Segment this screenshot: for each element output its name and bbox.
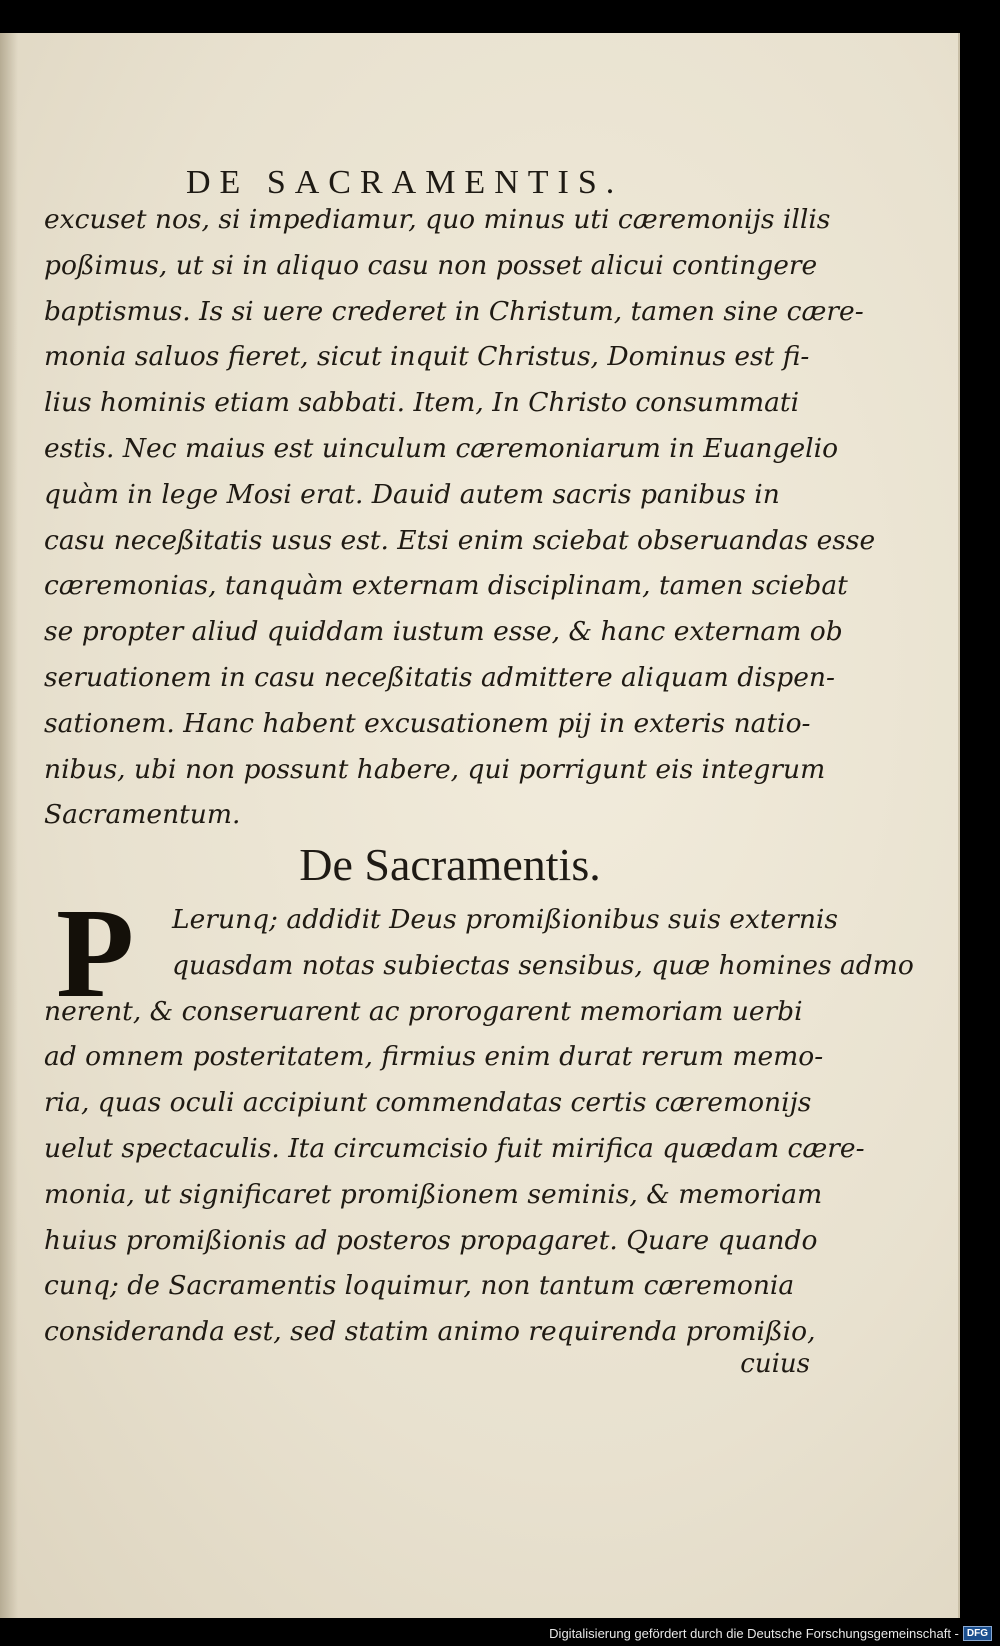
text-line: uelut spectaculis. Ita circumcisio fuit mirifica quædam cære- [44, 1132, 865, 1164]
running-head: DE SACRAMENTIS. [186, 164, 624, 201]
section-heading: De Sacramentis. [299, 839, 601, 890]
text-line: nerent, & conseruarent ac prorogarent memoriam uerbi [44, 995, 803, 1027]
text-line: Lerunq; addidit Deus promißionibus suis externis [172, 904, 838, 935]
text-line: casu neceßitatis usus est. Etsi enim sciebat obseruandas esse [44, 524, 876, 556]
text-line: poßimus, ut si in aliquo casu non posset alicui contingere [44, 249, 818, 281]
dfg-logo-icon: DFG [963, 1626, 992, 1641]
text-line: lius hominis etiam sabbati. Item, In Christo consummati [44, 387, 800, 419]
digitization-credit [549, 1623, 992, 1643]
text-line: cæremonias, tanquàm externam disciplinam, tamen sciebat [44, 570, 848, 602]
credit-text: Digitalisierung gefördert durch die Deutsche Forschungsgemeinschaft - [549, 1625, 959, 1641]
text-line: consideranda est, sed statim animo requirenda promißio, [44, 1316, 816, 1348]
text-line: se propter aliud quiddam iustum esse, & hanc externam ob [44, 616, 843, 648]
text-line: baptismus. Is si uere crederet in Christum, tamen sine cære- [44, 295, 864, 327]
text-line: nibus, ubi non possunt habere, qui porrigunt eis integrum [44, 753, 826, 785]
text-line: excuset nos, si impediamur, quo minus uti cæremonijs illis [44, 204, 831, 235]
text-line: seruationem in casu neceßitatis admittere aliquam dispen- [44, 661, 835, 693]
catchword: cuius [740, 1349, 810, 1379]
paragraph-continued [44, 197, 876, 838]
drop-cap: P [56, 882, 135, 1024]
text-line: sationem. Hanc habent excusationem pij in exteris natio- [44, 707, 811, 739]
text-line: cunq; de Sacramentis loquimur, non tantum cæremonia [44, 1270, 795, 1302]
text-line: huius promißionis ad posteros propagaret. Quare quando [44, 1224, 818, 1256]
paragraph-sacramentis [44, 882, 914, 1355]
text-line: quasdam notas subiectas sensibus, quæ homines admo [172, 949, 914, 981]
text-line: estis. Nec maius est uinculum cæremoniarum in Euangelio [44, 432, 839, 464]
text-line: monia, ut significaret promißionem seminis, & memoriam [44, 1178, 823, 1210]
text-line: ria, quas oculi accipiunt commendatas certis cæremonijs [44, 1087, 812, 1119]
text-line: quàm in lege Mosi erat. Dauid autem sacris panibus in [44, 478, 780, 510]
text-line: monia saluos fieret, sicut inquit Christus, Dominus est fi- [44, 341, 810, 373]
book-page [0, 33, 960, 1618]
text-line: ad omnem posteritatem, firmius enim durat rerum memo- [44, 1041, 824, 1073]
text-line: Sacramentum. [44, 799, 241, 831]
